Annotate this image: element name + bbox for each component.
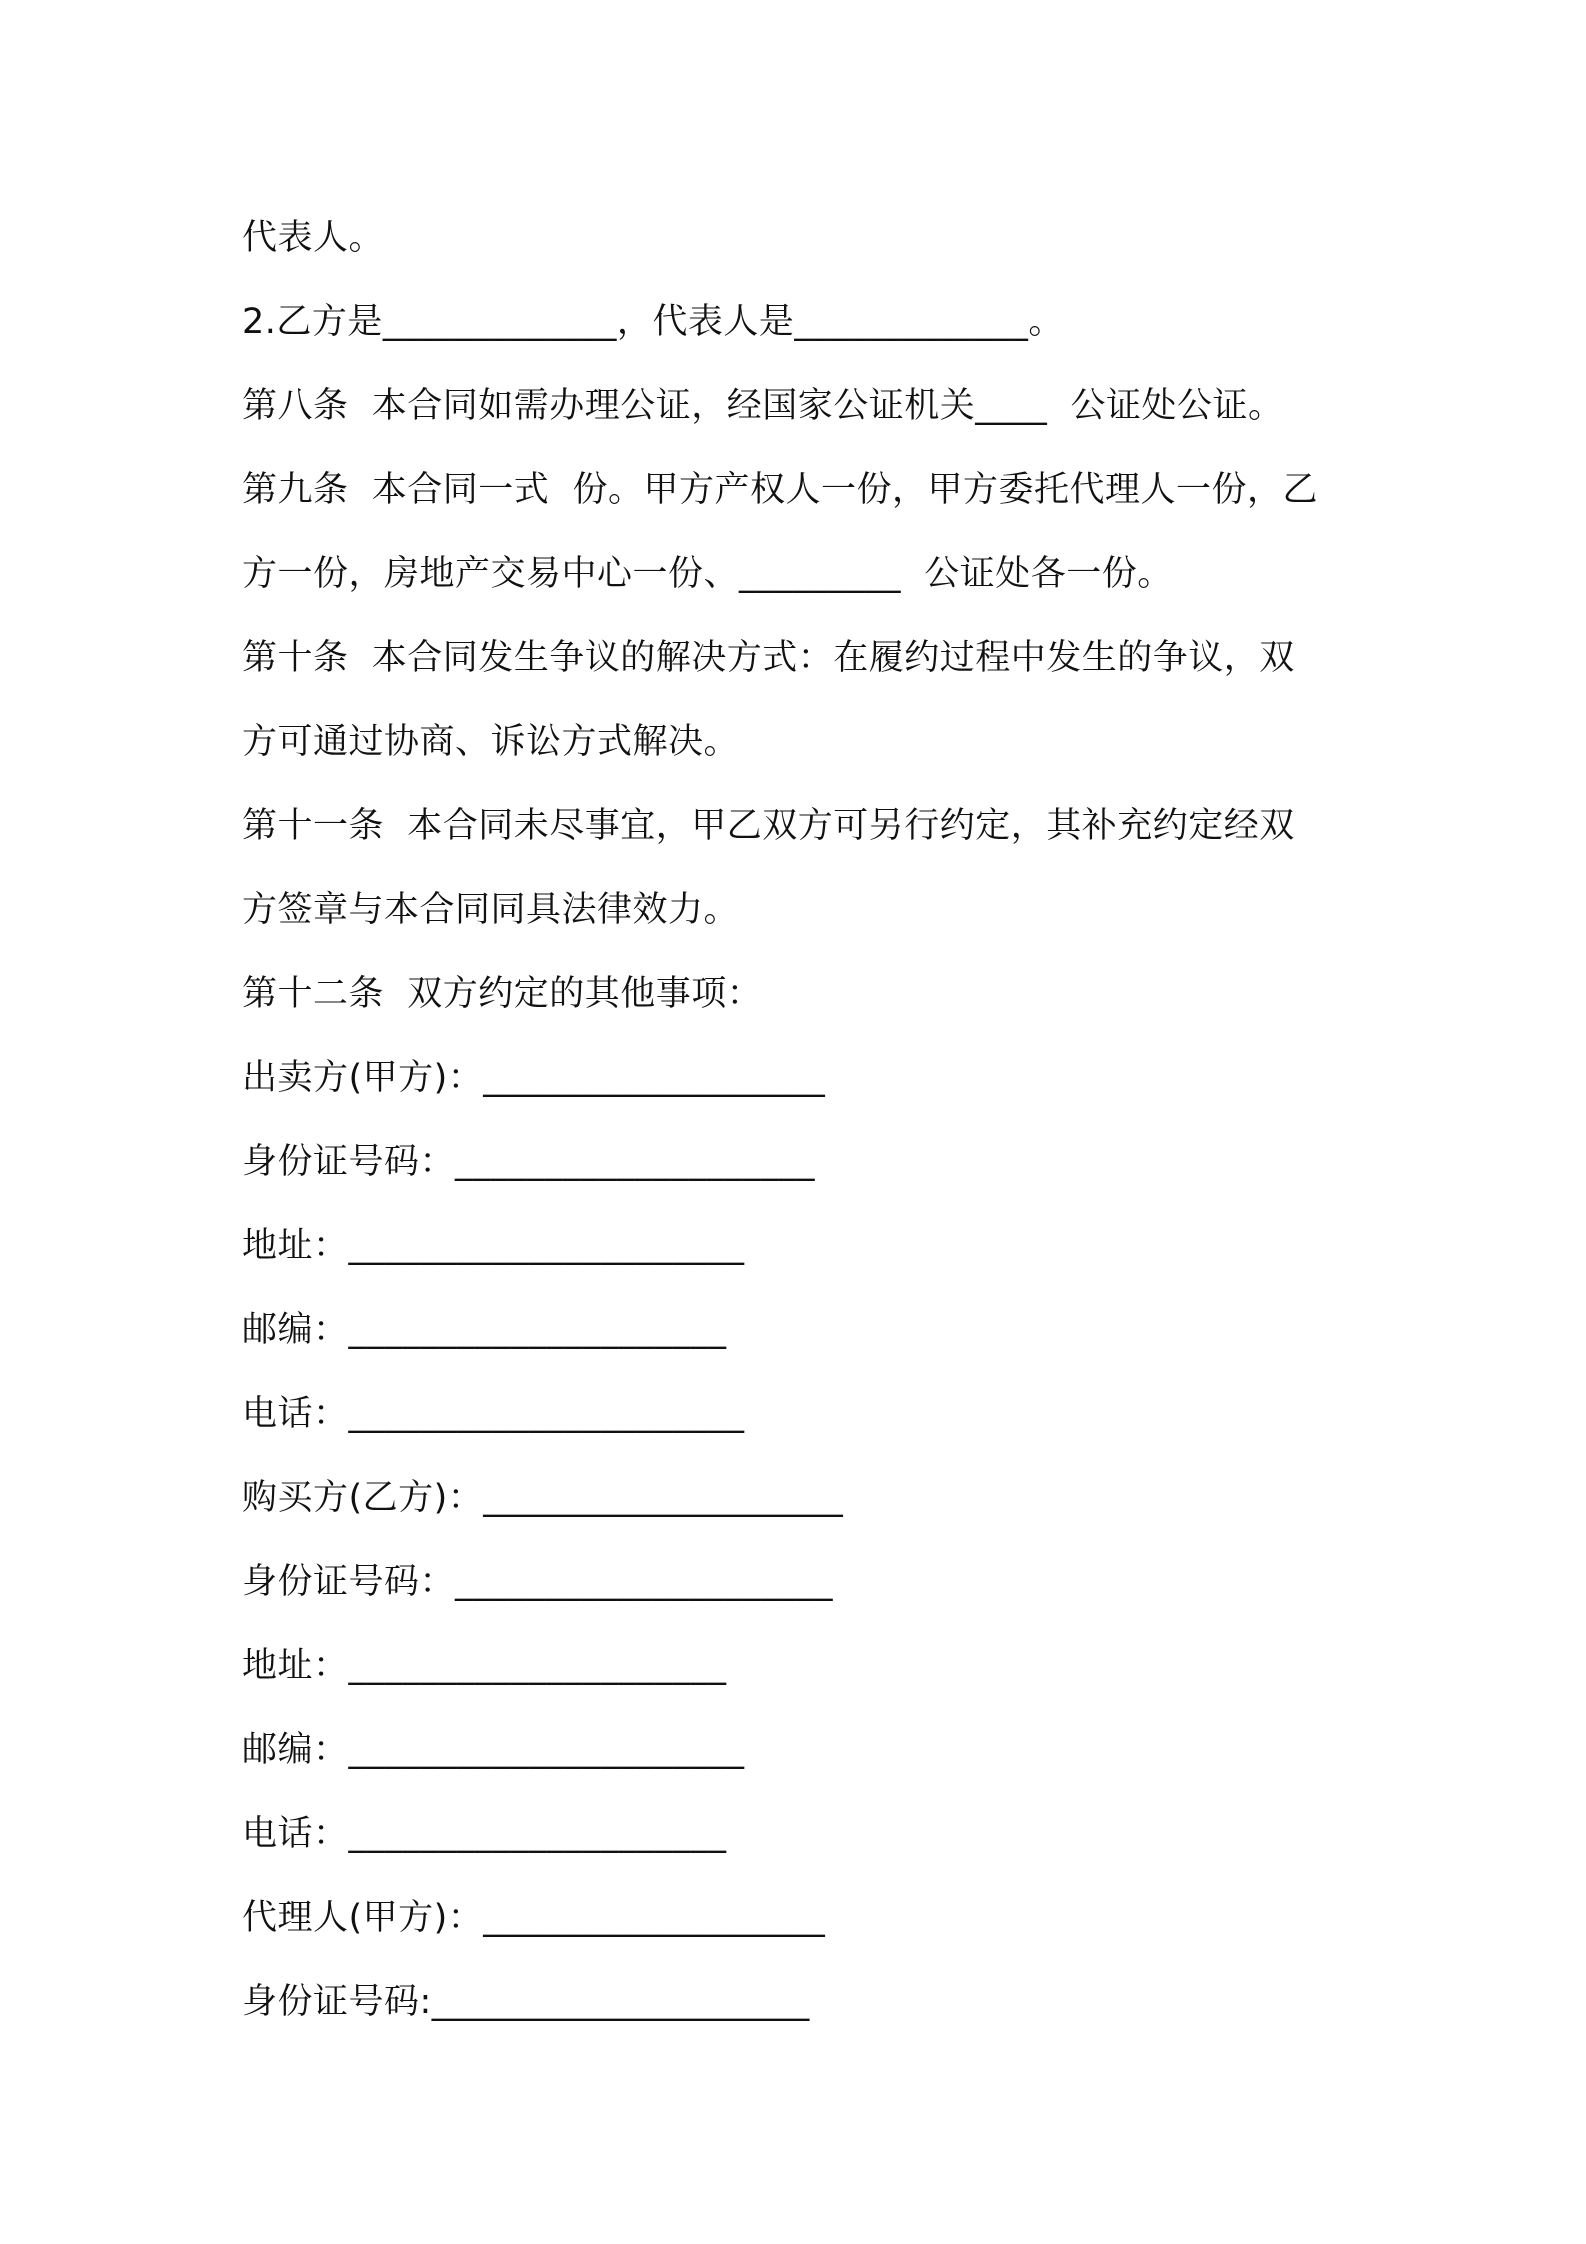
buyer-field: 购买方(乙方)：____________________ [242,1478,844,1518]
seller-phone-field: 电话：______________________ [242,1394,745,1434]
seller-address-field: 地址：______________________ [242,1226,745,1266]
text-line-party-b: 2.乙方是_____________，代表人是_____________。 [242,302,1064,342]
article-9-line-2: 方一份，房地产交易中心一份、_________ 公证处各一份。 [242,554,1173,594]
article-8: 第八条 本合同如需办理公证，经国家公证机关____ 公证处公证。 [242,386,1284,426]
agent-id-field: 身份证号码:_____________________ [242,1982,810,2022]
seller-field: 出卖方(甲方)：___________________ [242,1058,826,1098]
article-11-line-1: 第十一条 本合同未尽事宜，甲乙双方可另行约定，其补充约定经双 [242,806,1295,846]
buyer-address-field: 地址：_____________________ [242,1646,727,1686]
article-10-line-1: 第十条 本合同发生争议的解决方式：在履约过程中发生的争议，双 [242,638,1295,678]
article-9-line-1: 第九条 本合同一式 份。甲方产权人一份，甲方委托代理人一份，乙 [242,470,1319,510]
article-11-line-2: 方签章与本合同同具法律效力。 [242,890,740,930]
agent-field: 代理人(甲方)：___________________ [242,1898,826,1938]
article-12: 第十二条 双方约定的其他事项： [242,974,763,1014]
buyer-phone-field: 电话：_____________________ [242,1814,727,1854]
seller-postcode-field: 邮编：_____________________ [242,1310,727,1350]
buyer-postcode-field: 邮编：______________________ [242,1730,745,1770]
seller-id-field: 身份证号码：____________________ [242,1142,816,1182]
contract-body [242,196,1362,2044]
text-line-representative: 代表人。 [242,218,385,258]
buyer-id-field: 身份证号码：_____________________ [242,1562,834,1602]
article-10-line-2: 方可通过协商、诉讼方式解决。 [242,722,740,762]
